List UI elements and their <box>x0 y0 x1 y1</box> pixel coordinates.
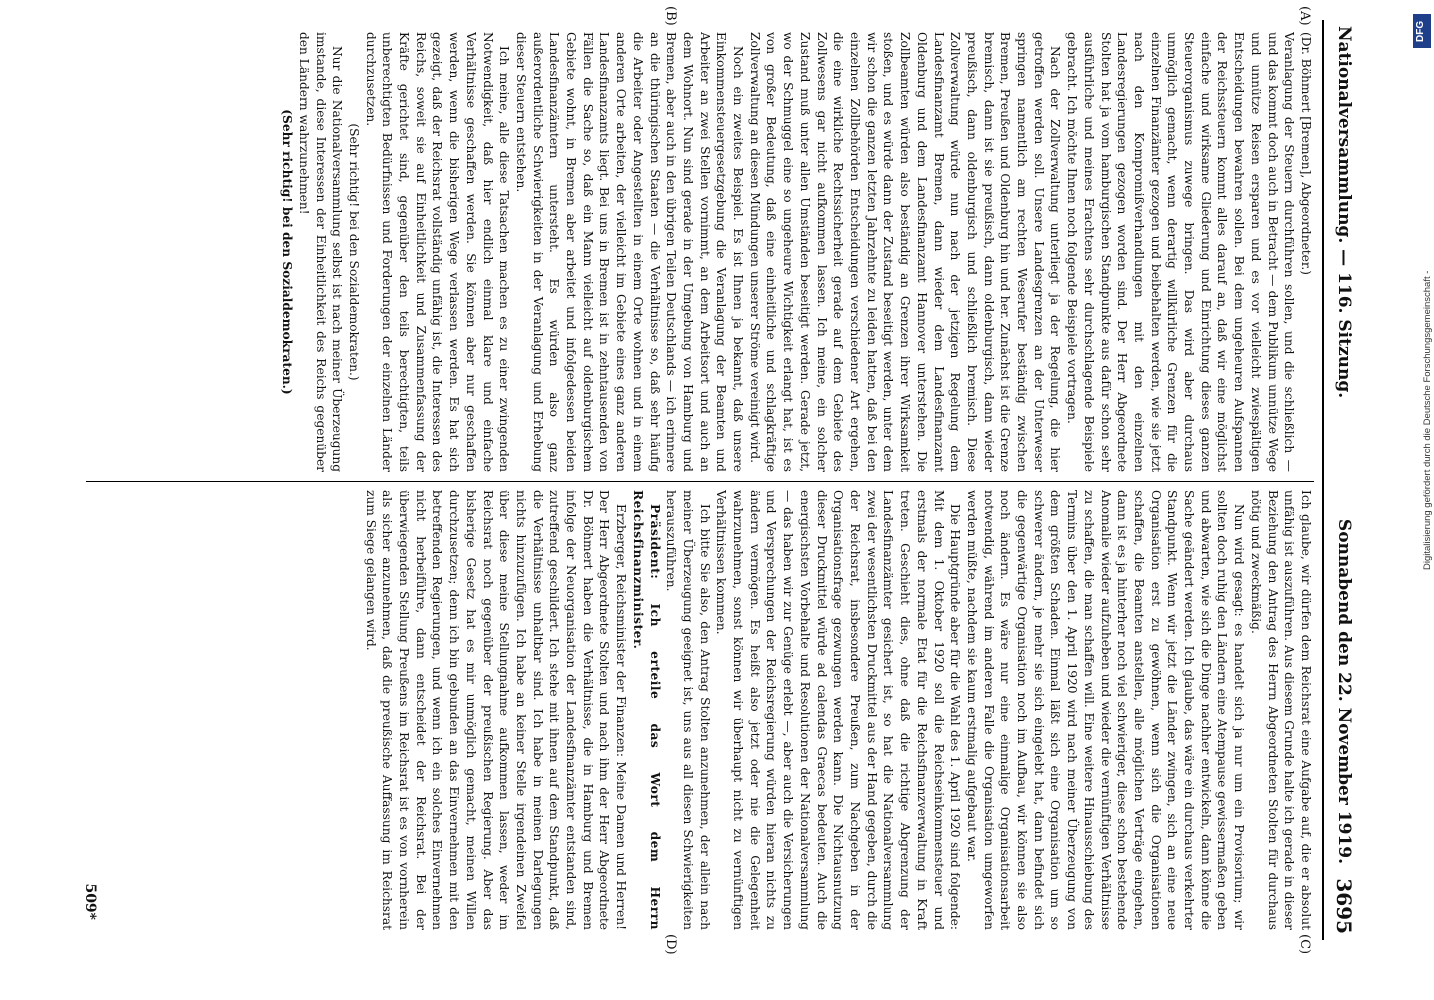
paragraph: Die Hauptgründe aber für die Wahl des 1. April 1920 sind folgende: Mit dem 1. Oktober 1920 soll die Reichseinkommensteuer und erstmals der normale Etat für die Reichsfinanzverwaltung in Kraft treten. Geschieht dies, ohne daß die richtige Abgrenzung der Landesfinanzämter gesichert ist, so hat die Nationalversammlung zwei der wesentlichsten Druckmittel aus der Hand gegeben, durch die der Reichsrat, insbesondere Preußen, zum Nachgeben in der Organisationsfrage gezwungen werden kann. Die Nichtausnutzung dieser Druckmittel würde ad calendas Graecas bedeuten. Auch die energischsten Vorbehalte und Resolutionen der Nationalversammlung — das haben wir zur Genüge erlebt —, aber auch die Versicherungen und Versprechungen der Reichsregierung würden hieran nichts zu ändern vermögen. Es heißt also jetzt oder nie die Gelegenheit wahrzunehmen, sonst können wir überhaupt nicht zu vernünftigen Verhältnissen kommen. <box>714 490 963 930</box>
paragraph: Ich glaube, wir dürfen dem Reichsrat eine Aufgabe auf, die er absolut unfähig ist auszuführen. Aus diesem Grunde halte ich gerade in dieser Beziehung den Antrag des Herrn Abgeordneten Stolten für durchaus nötig und zweckmäßig. <box>1248 490 1313 930</box>
speech-erzberger: Erzberger, Reichsminister der Finanzen: Meine Damen und Herren! Der Herr Abgeordnete Stolten und nach ihm der Herr Abgeordnete Dr. Böhmert haben die Verhältnisse, die in Hamburg und Bremen infolge der Neuorganisation der Landesfinanzämter entstanden sind, zutreffend geschildert. Ich stehe mit ihnen auf dem Standpunkt, daß die Verhältnisse unhaltbar sind. Ich habe in meinen Darlegungen nichts hinzuzufügen. Ich habe an keiner Stelle irgendeinen Zweifel über diese meine Stellungnahme aufkommen lassen, weder im Reichsrat noch gegenüber der preußischen Regierung. Aber das bisherige Gesetz hat es mir unmöglich gemacht, meinen Willen durchzusetzen; denn ich bin gebunden an das Einvernehmen mit den betreffenden Regierungen, und wenn ich ein solches Einvernehmen nicht herbeiführe, dann entscheidet der Reichsrat. Bei der überwiegenden Stellung Preußens im Reichsrat ist es von vornherein als sicher anzunehmen, daß die preußische Auffassung im Reichsrat zum Siege gelangen wird. <box>363 490 629 930</box>
dfg-logo <box>1413 14 1431 48</box>
paragraph: Nun wird gesagt: es handelt sich ja nur um ein Provisorium; wir sollten doch ruhig den Ländern eine Atempause gewissermaßen geben und abwarten, wie sich die Dinge nachher entwickeln, dann könne die Sache geändert werden. Ich glaube, das wäre ein durchaus verkehrter Standpunkt. Wenn wir jetzt die Länder zwingen, sich an eine neue Organisation erst zu gewöhnen, wenn sich die Organisationen schaffen, die Beamten anstellen, alle möglichen Verträge eingehen, dann ist es ja hinterher noch viel schwieriger, diese schon bestehende Anomalie wieder aufzuheben und wieder die vernünftigen Verhältnisse zu schaffen, die man schaffen will. Eine weitere Hinausschiebung des Termins über den 1. April 1920 wird nach meiner Überzeugung von dem größten Schaden. Einmal läßt sich eine Organisation um so schwerer ändern, je mehr sie sich eingelebt hat, dann befindet sich die gegenwärtige Organisation noch im Aufbau, wir können sie also noch ändern. Es wäre nur eine einmalige Organisationsarbeit notwendig, während im anderen Falle die Organisation umgeworfen werden müßte, nachdem sie kaum erstmalig aufgebaut war. <box>964 490 1247 930</box>
paragraph: Nur die Nationalversammlung selbst ist nach meiner Überzeugung imstande, diese Interessen der Einheitlichkeit des Reichs gegenüber den Ländern wahrzunehmen! <box>296 32 345 472</box>
margin-mark-a: (A) <box>1297 6 1312 26</box>
page-header <box>1326 26 1360 934</box>
president-remark: Präsident: Ich erteile das Wort dem Herrn Reichsfinanzminister. <box>630 490 662 930</box>
digitization-credit <box>1410 10 1434 990</box>
header-rule <box>1322 20 1324 940</box>
margin-mark-b: (B) <box>663 6 678 26</box>
paragraph: Ich meine, alle diese Tatsachen machen es zu einer zwingenden Notwendigkeit, daß hier endlich einmal klare und einfache Verhältnisse geschaffen werden. Sie können aber nur geschaffen werden, wenn die bisherigen Wege verlassen werden. Es hat sich gezeigt, daß der Reichsrat vollständig unfähig ist, die Interessen des Reichs, soweit sie auf Einheitlichkeit und Zusammenfassung der Kräfte gerichtet sind, gegenüber den teils berechtigten, teils unberechtigten Bedürfnissen und Forderungen der einzelnen Länder durchzusetzen. <box>363 32 512 472</box>
paragraph: Ich bitte Sie also, den Antrag Stolten anzunehmen, der allein nach meiner Überzeugung geeignet ist, uns aus all diesen Schwierigkeiten herauszuführen. <box>664 490 712 930</box>
sheet-signature: 509* <box>82 883 98 920</box>
paragraph: Noch ein zweites Beispiel. Es ist Ihnen ja bekannt, daß unsere Einkommensteuergesetzgebung die Veranlagung der Beamten und Arbeiter an zwei Stellen vornimmt, an dem Arbeitsort und auch an dem Wohnort. Nun sind gerade in der Umgebung von Hamburg und Bremen, aber auch in den übrigen Teilen Deutschlands — ich erinnere an die thüringischen Staaten — die Verhältnisse so, daß sehr häufig die Arbeiter oder Angestellten in einem Orte wohnen und in einem anderen Orte arbeiten, der vielleicht im Gebiete eines ganz anderen Landesfinanzamts liegt. Bei uns in Bremen ist in zehntausenden von Fällen die Sache so, daß ein Mann vielleicht auf oldenburgischem Gebiete wohnt, in Bremen aber arbeitet und infolgedessen beiden Landesfinanzämtern untersteht. Es würden also ganz außerordentliche Schwierigkeiten in der Veranlagung und Erhebung dieser Steuern entstehen. <box>513 32 746 472</box>
left-column <box>86 32 1314 472</box>
header-left: Nationalversammlung. — 116. Sitzung. <box>1334 26 1354 399</box>
speaker-note: (Dr. Böhmert [Bremen], Abgeordneter.) <box>1299 32 1313 276</box>
interjection: (Sehr richtig! bei den Sozialdemokraten.) <box>346 123 361 381</box>
newspaper-page <box>68 0 1368 960</box>
paragraph: Veranlagung der Steuern durchführen sollen, und die schließlich — und das kommt doch auch in Betracht — dem Publikum unnütze Wege und unnütze Reisen ersparen und es vor vielleicht zwiespältigen Entscheidungen bewahren sollen. Bei dem ungeheuren Aufspannen der Reichssteuern kommt alles darauf an, daß wir eine möglichst einfache und wirksame Gliederung und Einrichtung dieses ganzen Steuerorganismus zuwege bringen. Das wird aber durchaus unmöglich gemacht, wenn derartig willkürliche Grenzen für die einzelnen Finanzämter gezogen und beibehalten werden, wie sie jetzt nach den Kompromißverhandlungen mit den einzelnen Landesregierungen gezogen worden sind. Der Herr Abgeordnete Stolten hat ja vom hamburgischen Standpunkte aus dafür schon sehr ausführliche und meines Erachtens sehr durchschlagende Beispiele gebracht. Ich möchte Ihnen noch folgende Beispiele vortragen. <box>1065 32 1297 472</box>
page-number: 3695 <box>1332 878 1356 934</box>
margin-mark-c: (C) <box>1297 934 1312 955</box>
interjection: (Sehr richtig! bei den Sozialdemokraten.) <box>280 109 295 395</box>
right-column <box>86 490 1314 930</box>
header-date: Sonnabend den 22. November 1919. <box>1334 518 1354 864</box>
margin-mark-d: (D) <box>663 934 678 955</box>
column-rule <box>86 481 1314 482</box>
credit-text: Digitalisierung gefördert durch die Deutsche Forschungsgemeinschaft - <box>1422 270 1433 570</box>
paragraph: Nach der Zollverwaltung unterliegt ja der Regelung, die hier getroffen werden soll. Unsere Landesgrenzen an der Unterweser springen namentlich am rechten Weserufer beständig zwischen Bremen, Preußen und Oldenburg hin und her. Zunächst ist die Grenze bremisch, dann ist sie preußisch, dann oldenburgisch, dann wieder preußisch, dann oldenburgisch und schließlich bremisch. Diese Zollverwaltung würde nun nach der jetzigen Regelung dem Landesfinanzamt Bremen, dann wieder dem Landesfinanzamt Oldenburg und dem Landesfinanzamt Hannover unterstehen. Die Zollbeamten würden also beständig an Grenzen ihrer Wirksamkeit stoßen, und es würde dann der Zustand beseitigt werden, unter dem wir schon die ganzen letzten Jahrzehnte zu leiden hatten, daß bei den einzelnen Zollbehörden Entscheidungen verschiedener Art ergehen, die eine wirkliche Rechtssicherheit gerade auf dem Gebiete des Zollwesens gar nicht aufkommen lassen. Ich meine, ein solcher Zustand muß unter allen Umständen beseitigt werden. Gerade jetzt, wo der Schmuggel eine so ungeheure Wichtigkeit erlangt hat, ist es von großer Bedeutung, daß eine einheitliche und schlagkräftige Zollverwaltung an diesen Mündungen unserer Ströme vereinigt wird. <box>747 32 1063 472</box>
dfg-logo-text: DFG <box>1415 20 1426 42</box>
